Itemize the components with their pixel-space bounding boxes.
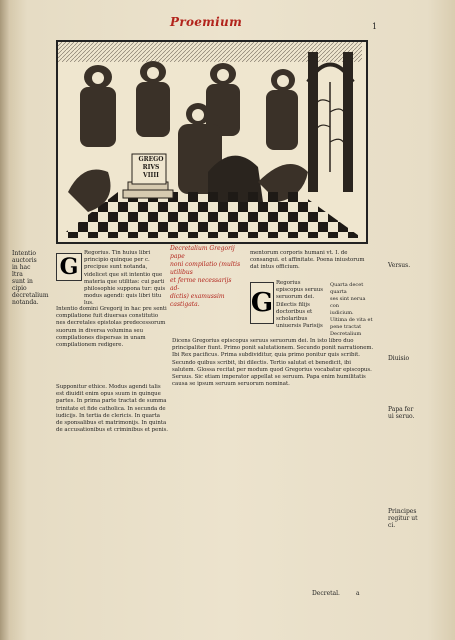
woodcut-scene [58, 42, 362, 238]
column-left-text-b: Intentio domini Gregorij in hac pre senti compilatione fuit diuersas constitutio nes decretales epistolas predecessorum suorum in diversa volumina seu compilationes dispersas in unam compilationem redigere. [56, 306, 167, 349]
plaque-line-2: RIVS [142, 164, 160, 171]
page-title: Proemium [170, 15, 243, 29]
margin-principes-2: regitur ut [388, 515, 418, 522]
initial-g-left: G [56, 253, 82, 281]
title-line-3: et ferme necessarijs ad- [170, 277, 232, 292]
margin-principes: Principes [388, 508, 417, 515]
decretals-title [170, 245, 242, 309]
folio-number: 1 [372, 22, 378, 31]
bracket-line: ses sint nerua con [330, 296, 366, 309]
bracket-line: iudicium. [330, 310, 354, 316]
bracket-list [330, 282, 374, 338]
title-line-2: noni compilatio (multis utilibus [170, 261, 241, 276]
margin-line: in hac [12, 264, 31, 271]
plaque-line-3: VIIII [143, 172, 159, 179]
margin-line: ltra [12, 271, 23, 278]
signature-mark: a [356, 590, 360, 597]
bracket-line: Decretalium [330, 331, 362, 337]
margin-versus: Versus. [388, 262, 411, 269]
bracket-line: Quarta decet quarta [330, 282, 364, 295]
margin-line: Intentio [12, 250, 37, 257]
title-line-4: dictis) examussim castigata. [170, 293, 225, 308]
left-margin-note [12, 250, 48, 306]
title-line-1: Decretalium Gregorij pape [170, 245, 235, 260]
margin-papa-2: ui seruo. [388, 413, 415, 420]
column-middle-text-a: mentorum corporis humani vt. I. de consangui. et affinitate. Poena iniustorum dat intus officium. [250, 250, 365, 271]
plaque-line-1: GREGO [138, 156, 164, 163]
woodcut-plaque [134, 156, 168, 180]
column-right-text-wide: Dicens Gregorius episcopus seruus seruorum dei. In isto libro duo principaliter fiunt. Primo ponit salutationem. Secundo ponit narrationem. Ibi Rex pacificus. Prima subdividitur, quia primo ponitur quis scribit. Secundo quibus scribit, ibi dilectis. Tertio salutat et benedicit, ibi salutem. Glossa recitat per modum quod Gregorius vocabatur episcopus. Seruus. Sic etiam imperator appellat se seruum. Papa enim humilitatis causa se ipsum seruum seruorum nominat. [172, 338, 374, 388]
margin-line: notanda. [12, 299, 39, 306]
column-left-text-c: Supponitur ethice. Modus agendi talis est diuidit enim opus suum in quinque partes. In prima parte tractat de summa trinitate et fide catholica. In secunda de iudicijs. In tertia de clericis. In quarta de sponsalibus et matrimonijs. In quinta de accusationibus et criminibus et penis. [56, 384, 168, 434]
page-spine-shadow [0, 0, 10, 640]
margin-line: sunt in [12, 278, 33, 285]
margin-papa: Papa fer [388, 406, 414, 413]
column-right-text-a: Regorius episcopus seruus seruorum dei. Dilectis filijs doctoribus et scholaribus uniuersis Parisijs [276, 280, 324, 330]
woodcut-illustration [56, 40, 368, 244]
margin-line: cipio [12, 285, 27, 292]
margin-line: auctoris [12, 257, 37, 264]
margin-divisio: Diuisio [388, 355, 410, 362]
column-left-text-a: Regorius. Tin huius libri principio quinque per c. precipue sunt notanda, videlicet que sit intentio que materia que utilitas: cui parti philosophie suppona tur: quis modus agendi: quis libri titu lus. [84, 250, 166, 306]
bracket-line: Ultima de vita et [330, 317, 373, 323]
bracket-line: pene tractat [330, 324, 362, 330]
margin-principes-3: ci. [388, 522, 396, 529]
catchword: Decretal. [312, 590, 340, 597]
initial-g-right: G [250, 282, 274, 324]
margin-line: decretalium [12, 292, 49, 299]
